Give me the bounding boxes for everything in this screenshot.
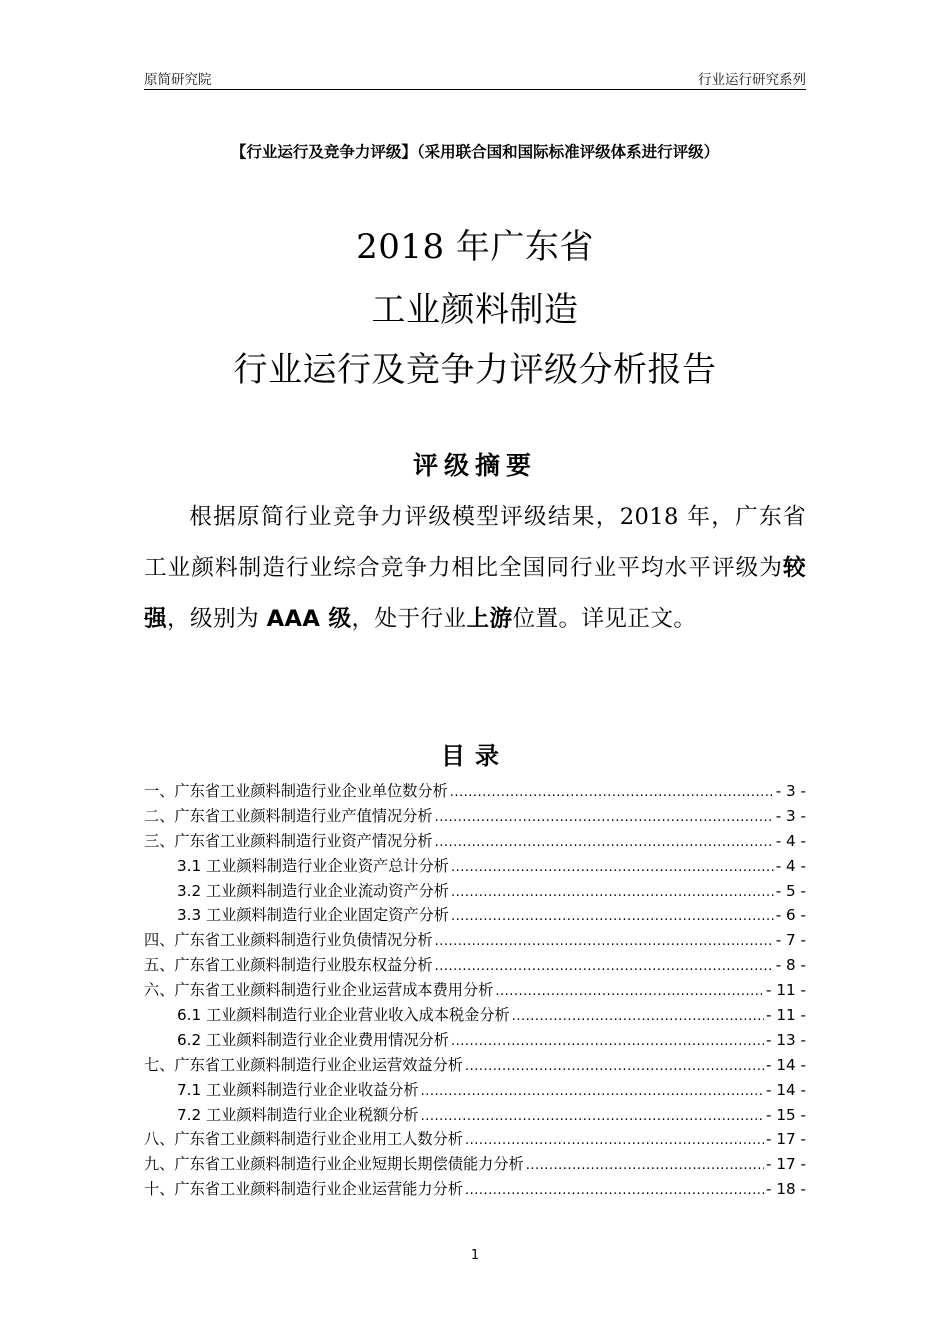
toc-leader-dots <box>421 1084 764 1099</box>
summary-paragraph <box>144 492 806 645</box>
toc-subentry[interactable] <box>144 1029 806 1054</box>
toc-entry-page: - 13 - <box>766 1030 806 1049</box>
toc-entry-label: 6.1 工业颜料制造行业企业营业收入成本税金分析 <box>177 1006 510 1025</box>
toc-leader-dots <box>526 1158 764 1173</box>
toc-entry-label: 五、广东省工业颜料制造行业股东权益分析 <box>144 956 433 975</box>
report-title-line-1: 2018 年广东省 <box>356 227 594 267</box>
toc-entry-label: 二、广东省工业颜料制造行业产值情况分析 <box>144 806 433 825</box>
report-title-line-2: 工业颜料制造 <box>371 290 579 330</box>
summary-text-1: 根据原简行业竞争力评级模型评级结果，2018 年，广东省工业颜料制造行业综合竞争力相比全国同行业平均水平评级为 <box>144 504 806 581</box>
toc-entry[interactable] <box>144 954 806 979</box>
toc-entry-label: 7.1 工业颜料制造行业企业收益分析 <box>177 1080 419 1099</box>
toc-entry-page: - 3 - <box>775 782 806 800</box>
toc-entry-page: - 17 - <box>766 1130 806 1149</box>
toc-entry-page: - 14 - <box>766 1055 806 1074</box>
toc-entry[interactable] <box>144 780 806 805</box>
toc-entry-label: 九、广东省工业颜料制造行业企业短期长期偿债能力分析 <box>144 1155 524 1174</box>
toc-leader-dots <box>435 835 774 850</box>
toc-entry-label: 三、广东省工业颜料制造行业资产情况分析 <box>144 831 433 850</box>
toc-entry[interactable] <box>144 805 806 830</box>
toc-entry-page: - 7 - <box>775 931 806 950</box>
toc-entry-label: 六、广东省工业颜料制造行业企业运营成本费用分析 <box>144 981 494 1000</box>
toc-subentry[interactable] <box>144 855 806 880</box>
toc-entry-page: - 17 - <box>766 1155 806 1174</box>
summary-strength-level: 较强 <box>144 555 806 632</box>
toc-leader-dots <box>450 785 774 800</box>
toc-entry-label: 3.1 工业颜料制造行业企业资产总计分析 <box>177 856 449 875</box>
toc-leader-dots <box>451 1034 764 1049</box>
toc-entry-page: - 8 - <box>775 956 806 975</box>
toc-leader-dots <box>435 934 774 949</box>
summary-position: 上游 <box>466 606 513 632</box>
toc-entry-label: 十、广东省工业颜料制造行业企业运营能力分析 <box>144 1180 463 1199</box>
toc-entry[interactable] <box>144 929 806 954</box>
toc-entry-label: 3.2 工业颜料制造行业企业流动资产分析 <box>177 881 449 900</box>
summary-grade: AAA 级 <box>266 606 352 632</box>
header-org-name: 原简研究院 <box>144 72 212 88</box>
toc-subentry[interactable] <box>144 880 806 905</box>
summary-text-2: ，级别为 <box>167 606 267 632</box>
toc-leader-dots <box>512 1009 764 1024</box>
toc-entry-label: 一、广东省工业颜料制造行业企业单位数分析 <box>144 782 448 800</box>
toc-entry-page: - 18 - <box>766 1180 806 1199</box>
table-of-contents <box>144 780 806 1203</box>
summary-text-3: ，处于行业 <box>351 606 467 632</box>
summary-heading: 评级摘要 <box>412 451 537 480</box>
rating-method-line: 【行业运行及竞争力评级】（采用联合国和国际标准评级体系进行评级） <box>230 143 720 161</box>
toc-leader-dots <box>465 1133 764 1148</box>
toc-entry-page: - 4 - <box>775 831 806 850</box>
toc-leader-dots <box>495 984 764 999</box>
page-number: 1 <box>470 1248 480 1263</box>
toc-entry-label: 7.2 工业颜料制造行业企业税额分析 <box>177 1105 419 1124</box>
toc-leader-dots <box>465 1059 764 1074</box>
toc-entry[interactable] <box>144 1153 806 1178</box>
toc-leader-dots <box>451 860 774 875</box>
toc-leader-dots <box>421 1109 764 1124</box>
toc-entry-page: - 15 - <box>766 1105 806 1124</box>
toc-entry-page: - 11 - <box>766 1006 806 1025</box>
toc-leader-dots <box>451 885 774 900</box>
toc-entry-page: - 6 - <box>775 906 806 925</box>
toc-subentry[interactable] <box>144 1079 806 1104</box>
toc-leader-dots <box>435 810 774 825</box>
header-series-name: 行业运行研究系列 <box>698 72 806 88</box>
toc-entry-page: - 14 - <box>766 1080 806 1099</box>
toc-entry-label: 6.2 工业颜料制造行业企业费用情况分析 <box>177 1030 449 1049</box>
header-divider <box>144 89 806 90</box>
toc-subentry[interactable] <box>144 904 806 929</box>
toc-entry-label: 3.3 工业颜料制造行业企业固定资产分析 <box>177 906 449 925</box>
toc-entry-page: - 11 - <box>766 981 806 1000</box>
toc-entry[interactable] <box>144 1128 806 1153</box>
toc-entry-page: - 4 - <box>775 856 806 875</box>
summary-text-4: 位置。详见正文。 <box>512 606 697 632</box>
toc-entry[interactable] <box>144 979 806 1004</box>
toc-entry[interactable] <box>144 1054 806 1079</box>
toc-entry-label: 八、广东省工业颜料制造行业企业用工人数分析 <box>144 1130 463 1149</box>
report-title-line-3: 行业运行及竞争力评级分析报告 <box>233 350 717 390</box>
toc-heading: 目录 <box>441 742 509 770</box>
toc-entry[interactable] <box>144 1178 806 1203</box>
toc-entry[interactable] <box>144 830 806 855</box>
toc-entry-page: - 5 - <box>775 881 806 900</box>
toc-leader-dots <box>451 909 774 924</box>
toc-leader-dots <box>435 959 774 974</box>
toc-subentry[interactable] <box>144 1104 806 1129</box>
toc-entry-label: 七、广东省工业颜料制造行业企业运营效益分析 <box>144 1055 463 1074</box>
toc-leader-dots <box>465 1183 764 1198</box>
toc-entry-label: 四、广东省工业颜料制造行业负债情况分析 <box>144 931 433 950</box>
toc-entry-page: - 3 - <box>775 806 806 825</box>
toc-subentry[interactable] <box>144 1004 806 1029</box>
